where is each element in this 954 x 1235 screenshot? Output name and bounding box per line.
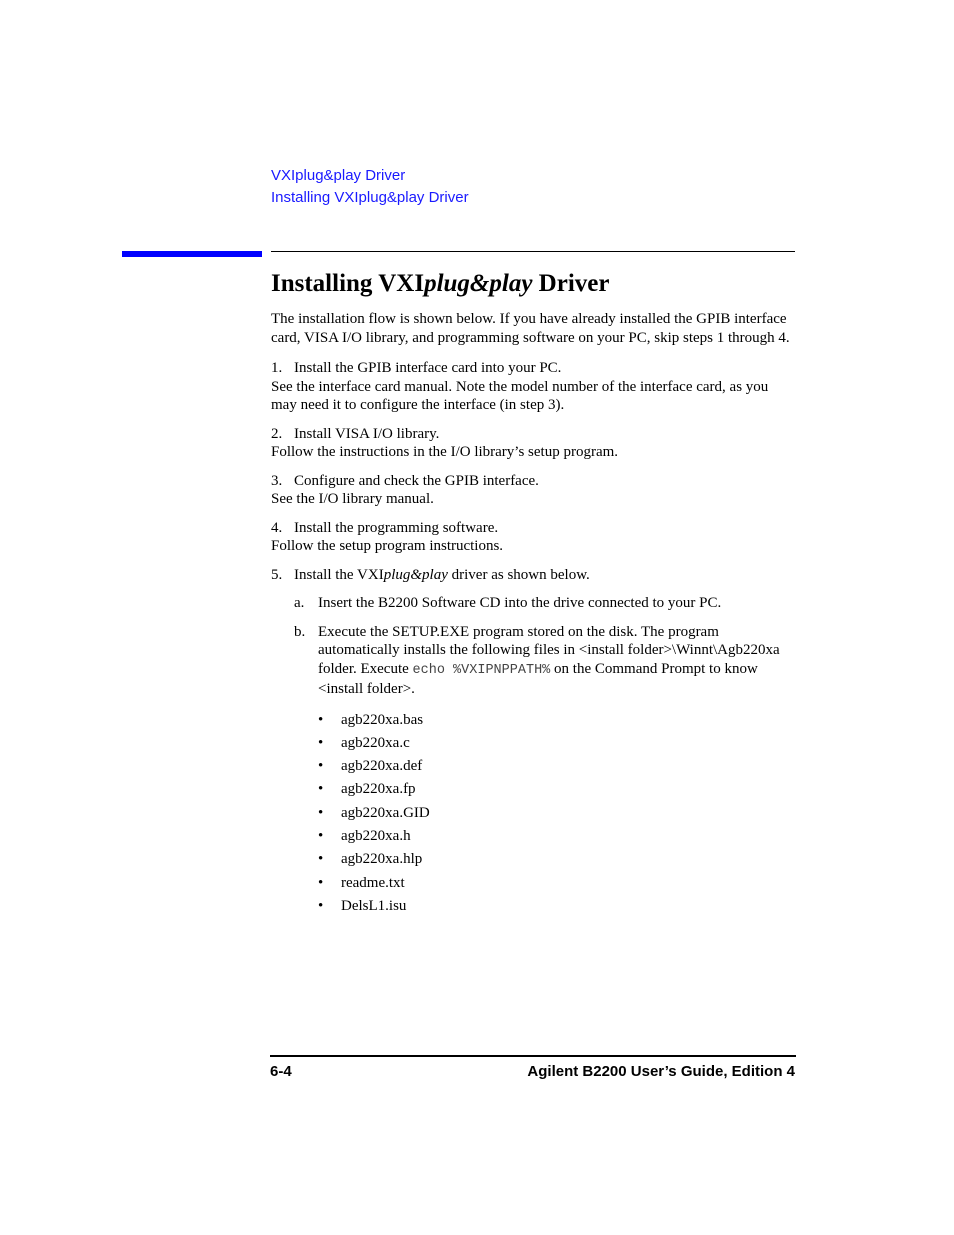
footer-guide-title: Agilent B2200 User’s Guide, Edition 4 xyxy=(527,1063,795,1080)
title-suffix: Driver xyxy=(532,270,610,297)
breadcrumb-link-current[interactable]: Installing VXIplug&play Driver xyxy=(271,189,469,206)
step-4-detail: Follow the setup program instructions. xyxy=(271,538,504,554)
list-item xyxy=(318,734,795,757)
title-italic: plug&play xyxy=(424,270,533,297)
list-item xyxy=(318,757,795,780)
file-name: agb220xa.c xyxy=(341,734,410,751)
page-title xyxy=(271,270,609,298)
file-name: agb220xa.hlp xyxy=(341,851,423,868)
list-item xyxy=(318,850,795,873)
bullet-icon: • xyxy=(318,711,324,728)
substep-text xyxy=(318,623,795,699)
substep-text: Insert the B2200 Software CD into the drive connected to your PC. xyxy=(318,595,722,611)
bullet-icon: • xyxy=(318,734,324,751)
file-name: agb220xa.bas xyxy=(341,711,424,728)
step-4 xyxy=(271,519,795,538)
step-number: 5. xyxy=(271,566,283,583)
file-name: agb220xa.GID xyxy=(341,804,430,821)
step-text: Install the programming software. xyxy=(294,519,499,536)
list-item xyxy=(318,780,795,803)
substep-letter: a. xyxy=(294,595,305,611)
list-item xyxy=(318,897,795,920)
step-number: 3. xyxy=(271,472,283,489)
intro-paragraph: The installation flow is shown below. If you have already installed the GPIB interface card, VISA I/O library, and programming software on your PC, skip steps 1 through 4. xyxy=(271,311,790,346)
list-item xyxy=(318,827,795,850)
step-text xyxy=(294,566,795,585)
file-name: readme.txt xyxy=(341,874,405,891)
footer-rule xyxy=(270,1055,796,1057)
step-3 xyxy=(271,472,795,491)
bullet-icon: • xyxy=(318,874,324,891)
step-1 xyxy=(271,359,795,378)
page-number: 6-4 xyxy=(270,1063,292,1080)
installed-files-list xyxy=(318,711,795,921)
step-number: 4. xyxy=(271,519,283,536)
bullet-icon: • xyxy=(318,781,324,798)
main-content xyxy=(271,310,795,920)
bullet-icon: • xyxy=(318,851,324,868)
bullet-icon: • xyxy=(318,804,324,821)
step-5 xyxy=(271,566,795,585)
step-2 xyxy=(271,425,795,444)
substep-b xyxy=(294,623,795,699)
substep-a xyxy=(294,594,795,613)
file-name: agb220xa.h xyxy=(341,827,411,844)
step-5-prefix: Install the VXI xyxy=(294,566,384,583)
header-rule xyxy=(271,251,795,252)
file-name: agb220xa.def xyxy=(341,758,423,775)
substep-letter: b. xyxy=(294,623,306,640)
step-1-detail: See the interface card manual. Note the model number of the interface card, as you may need it to configure the interface (in step 3). xyxy=(271,378,769,413)
step-3-detail: See the I/O library manual. xyxy=(271,491,434,507)
title-prefix: Installing VXI xyxy=(271,270,425,297)
list-item xyxy=(318,874,795,897)
step-number: 2. xyxy=(271,425,283,442)
bullet-icon: • xyxy=(318,827,324,844)
step-5-suffix: driver as shown below. xyxy=(447,566,590,583)
substep-b-text-after: on the Command Prompt to know <install folder>. xyxy=(318,660,758,697)
file-name: agb220xa.fp xyxy=(341,781,416,798)
breadcrumb xyxy=(271,165,469,209)
step-5-italic: plug&play xyxy=(383,566,448,583)
list-item xyxy=(318,804,795,827)
step-number: 1. xyxy=(271,360,283,376)
step-text: Install VISA I/O library. xyxy=(294,425,440,442)
step-text: Configure and check the GPIB interface. xyxy=(294,472,539,489)
step-2-detail: Follow the instructions in the I/O library’s setup program. xyxy=(271,444,619,460)
bullet-icon: • xyxy=(318,758,324,775)
step-text: Install the GPIB interface card into your PC. xyxy=(294,360,562,376)
chapter-accent-bar xyxy=(122,251,262,257)
list-item xyxy=(318,711,795,734)
bullet-icon: • xyxy=(318,897,324,914)
breadcrumb-link-parent[interactable]: VXIplug&play Driver xyxy=(271,167,406,184)
substep-b-text-before: Execute the SETUP.EXE program stored on the disk. The program automatically installs the following files in <install folder>\Winnt\Agb220xa folder. Execute xyxy=(318,623,780,677)
file-name: DelsL1.isu xyxy=(341,897,407,914)
command-code: echo %VXIPNPPATH% xyxy=(412,662,551,678)
